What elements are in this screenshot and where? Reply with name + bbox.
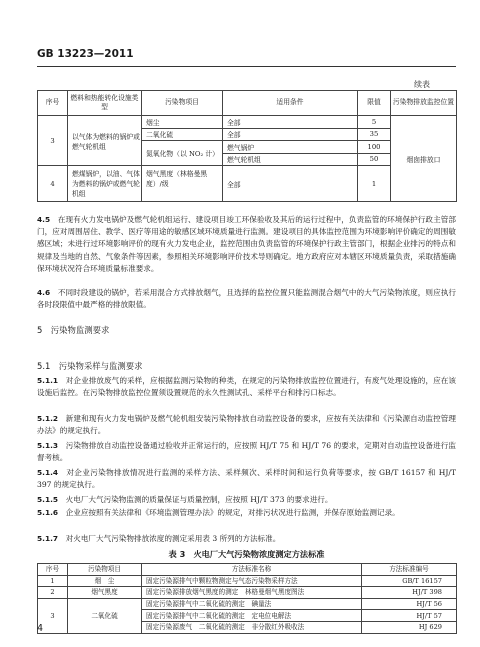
header-cell: 方法标准名称 <box>142 564 362 576</box>
condition: 全部 <box>223 166 358 202</box>
emission-limit-table-continued <box>37 90 457 202</box>
row-number: 2 <box>38 587 68 599</box>
clause-text: 对企业排放废气的采样，应根据监测污染物的种类，在规定的污染物排放监控位置进行，有废气处理设施的，应在该设施后监控。在污染物排放监控位置须设置规范的永久性测试孔、采样平台和排污口标志。 <box>37 376 457 398</box>
facility-type: 以气体为燃料的锅炉或燃气轮机组 <box>68 116 142 166</box>
header-cell: 污染物排放监控位置 <box>391 91 457 116</box>
measurement-method-table <box>37 563 457 634</box>
section-title: 污染物监测要求 <box>50 325 110 335</box>
clause-5-1-1 <box>37 375 456 399</box>
header-cell: 适用条件 <box>223 91 358 116</box>
limit-value: 35 <box>358 128 391 141</box>
pollutant: 烟气黑度（林格曼黑度）/级 <box>142 166 223 202</box>
row-number: 3 <box>38 598 68 633</box>
clause-text: 新建和现有火力发电锅炉及燃气轮机组安装污染物排放自动监控设备的要求，应按有关法律和《污染源自动监控管理办法》的规定执行。 <box>37 414 457 436</box>
section-title: 污染物采样与监测要求 <box>58 361 143 371</box>
clause-number: 5.1.2 <box>37 414 59 423</box>
header-cell: 限值 <box>358 91 391 116</box>
pollutant: 氮氧化物（以 NO₂ 计） <box>142 141 223 166</box>
header-cell: 序号 <box>38 91 68 116</box>
header-cell: 污染物项目 <box>142 91 223 116</box>
clause-number: 5.1.6 <box>37 508 59 517</box>
limit-value: 5 <box>358 116 391 129</box>
method-code: HJ/T 56 <box>362 598 457 610</box>
clause-5-1-5 <box>37 494 456 506</box>
condition: 全部 <box>223 116 358 129</box>
header-cell: 方法标准编号 <box>362 564 457 576</box>
header-cell: 污染物项目 <box>68 564 142 576</box>
table-row <box>38 598 457 610</box>
section-number: 5 <box>37 325 43 335</box>
clause-number: 5.1.7 <box>37 534 59 543</box>
pollutant: 烟 尘 <box>68 575 142 587</box>
header-cell: 序号 <box>38 564 68 576</box>
pollutant: 烟气黑度 <box>68 587 142 599</box>
method-code: GB/T 16157 <box>362 575 457 587</box>
section-5-heading <box>37 324 109 336</box>
table-row <box>38 587 457 599</box>
facility-type: 燃煤锅炉，以油、气体为燃料的锅炉或燃气轮机组 <box>68 166 142 202</box>
row-number: 3 <box>38 116 68 166</box>
clause-5-1-4 <box>37 467 456 491</box>
method-code: HJ/T 398 <box>362 587 457 599</box>
row-number: 1 <box>38 575 68 587</box>
clause-number: 5.1.4 <box>37 468 59 477</box>
method-name: 固定污染源排气中二氧化硫的测定 碘量法 <box>142 598 362 610</box>
clause-number: 4.6 <box>37 288 51 297</box>
clause-5-1-3 <box>37 440 456 464</box>
clause-5-1-2 <box>37 413 456 437</box>
method-name: 固定污染源废气 二氧化硫的测定 非分散红外吸收法 <box>142 621 362 633</box>
clause-4-5 <box>37 214 456 275</box>
condition: 燃气锅炉 <box>223 141 358 154</box>
table-row <box>38 575 457 587</box>
clause-text: 不同时段建设的锅炉，若采用混合方式排放烟气，且选择的监控位置只能监测混合烟气中的大气污染物浓度，则应执行各时段限值中最严格的排放限值。 <box>37 288 457 310</box>
monitor-location: 烟囱排放口 <box>391 116 457 202</box>
clause-5-1-6 <box>37 507 456 519</box>
clause-4-6 <box>37 287 456 311</box>
clause-5-1-7 <box>37 533 456 545</box>
pollutant: 烟尘 <box>142 116 223 129</box>
clause-text: 火电厂大气污染物监测的质量保证与质量控制，应按照 HJ/T 373 的要求进行。 <box>65 495 333 504</box>
section-5-1-heading <box>37 360 142 372</box>
clause-number: 5.1.1 <box>37 376 59 385</box>
clause-number: 5.1.5 <box>37 495 59 504</box>
clause-number: 4.5 <box>37 215 51 224</box>
limit-value: 100 <box>358 141 391 154</box>
method-name: 固定污染源排放烟气黑度的测定 林格曼烟气黑度图法 <box>142 587 362 599</box>
condition: 燃气轮机组 <box>223 153 358 166</box>
continued-label: 续表 <box>414 80 430 89</box>
table-header-row <box>38 91 457 116</box>
limit-value: 50 <box>358 153 391 166</box>
clause-text: 污染物排放自动监控设备通过验收并正常运行的，应按照 HJ/T 75 和 HJ/T 76 的要求，定期对自动监控设备进行监督考核。 <box>37 441 456 463</box>
standard-code: GB 13223—2011 <box>37 48 134 60</box>
header-cell: 燃料和热能转化设施类型 <box>68 91 142 116</box>
method-code: HJ/T 57 <box>362 610 457 622</box>
pollutant: 二氧化硫 <box>142 128 223 141</box>
header-rule <box>37 66 456 67</box>
clause-text: 对火电厂大气污染物排放浓度的测定采用表 3 所列的方法标准。 <box>65 534 281 543</box>
section-number: 5.1 <box>37 361 51 371</box>
page-number: 4 <box>37 623 44 634</box>
table-header-row <box>38 564 457 576</box>
method-name: 固定污染源排气中颗粒物测定与气态污染物采样方法 <box>142 575 362 587</box>
clause-text: 在现有火力发电锅炉及燃气轮机组运行、建设项目竣工环保验收及其后的运行过程中，负责监管的环境保护行政主管部门，应对周围居住、教学、医疗等用途的敏感区域环境质量进行监测。建设项目的具体监控范围为环境影响评价确定的周围敏感区域；未进行过环境影响评价的现有火力发电企业，监控范围由负责监管的环境保护行政主管部门，根据企业排污的特点和规律及当地的自然、气象条件等因素，参照相关环境影响评价技术导则确定。地方政府应对本辖区环境质量负责，采取措施确保环境状况符合环境质量标准要求。 <box>37 215 457 273</box>
method-code: HJ 629 <box>362 621 457 633</box>
row-number: 4 <box>38 166 68 202</box>
table-3-caption: 表 3 火电厂大气污染物浓度测定方法标准 <box>168 549 325 559</box>
clause-number: 5.1.3 <box>37 441 59 450</box>
method-name: 固定污染源排气中二氧化硫的测定 定电位电解法 <box>142 610 362 622</box>
limit-value: 1 <box>358 166 391 202</box>
clause-text: 对企业污染物排放情况进行监测的采样方法、采样频次、采样时间和运行负荷等要求，按 GB/T 16157 和 HJ/T 397 的规定执行。 <box>37 468 457 490</box>
clause-text: 企业应按照有关法律和《环境监测管理办法》的规定，对排污状况进行监测，并保存原始监测记录。 <box>65 508 400 517</box>
table-row <box>38 116 457 129</box>
pollutant: 二氧化硫 <box>68 598 142 633</box>
condition: 全部 <box>223 128 358 141</box>
